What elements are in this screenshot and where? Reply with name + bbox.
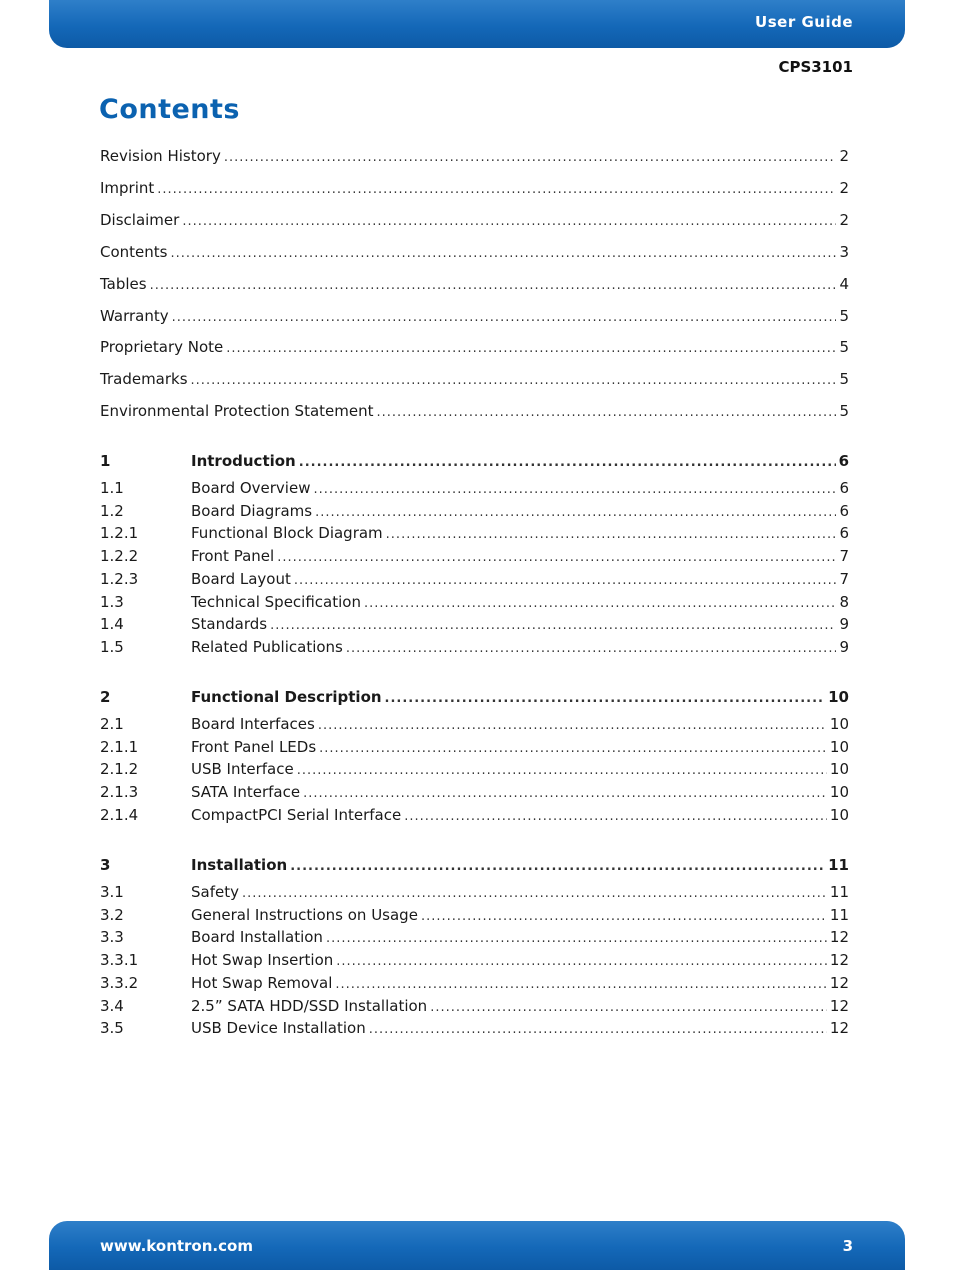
toc-entry-number: 1.1 <box>100 479 124 497</box>
toc-entry-title: Introduction <box>191 452 296 470</box>
toc-dot-leader <box>270 618 836 633</box>
toc-dot-leader <box>303 786 827 801</box>
toc-section-entry[interactable] <box>100 806 849 826</box>
toc-entry-page: 12 <box>829 997 849 1015</box>
toc-dot-leader <box>299 455 836 470</box>
toc-entry-title: 2.5” SATA HDD/SSD Installation <box>191 997 428 1015</box>
toc-entry-number: 1.2.1 <box>100 524 139 542</box>
toc-section-entry[interactable] <box>100 783 849 803</box>
toc-dot-leader <box>191 373 837 388</box>
toc-entry-page: 2 <box>839 179 849 197</box>
toc-dot-leader <box>364 596 837 611</box>
toc-entry-number: 1.5 <box>100 638 124 656</box>
toc-entry-page: 5 <box>839 402 849 420</box>
toc-entry-number: 2.1.1 <box>100 738 139 756</box>
toc-entry-number: 1 <box>100 452 111 470</box>
toc-entry-number: 1.2.2 <box>100 547 139 565</box>
toc-entry-page: 12 <box>829 1019 849 1037</box>
toc-entry-page: 10 <box>829 760 849 778</box>
toc-section-entry[interactable] <box>100 974 849 994</box>
toc-front-matter-entry[interactable] <box>100 211 849 231</box>
toc-entry-number: 2.1.2 <box>100 760 139 778</box>
toc-dot-leader <box>277 550 836 565</box>
toc-section-entry[interactable] <box>100 997 849 1017</box>
toc-entry-page: 5 <box>839 338 849 356</box>
toc-entry-number: 3.4 <box>100 997 124 1015</box>
toc-dot-leader <box>294 573 837 588</box>
toc-entry-number: 1.2 <box>100 502 124 520</box>
toc-entry-title: Functional Description <box>191 688 382 706</box>
toc-entry-title: Related Publications <box>191 638 343 656</box>
toc-dot-leader <box>318 718 827 733</box>
toc-dot-leader <box>326 931 827 946</box>
toc-entry-page: 9 <box>839 638 849 656</box>
toc-section-entry[interactable] <box>100 928 849 948</box>
toc-section-entry[interactable] <box>100 502 849 522</box>
toc-entry-title: CompactPCI Serial Interface <box>191 806 402 824</box>
toc-entry-page: 10 <box>829 715 849 733</box>
toc-entry-number: 3.5 <box>100 1019 124 1037</box>
toc-entry-number: 2.1 <box>100 715 124 733</box>
toc-entry-title: Board Layout <box>191 570 291 588</box>
toc-dot-leader <box>170 246 836 261</box>
toc-entry-page: 11 <box>829 906 849 924</box>
toc-entry-title: Imprint <box>100 179 155 197</box>
toc-entry-number: 2.1.3 <box>100 783 139 801</box>
toc-dot-leader <box>313 482 836 497</box>
header-bar <box>49 0 905 48</box>
toc-entry-title: Environmental Protection Statement <box>100 402 374 420</box>
toc-entry-number: 2.1.4 <box>100 806 139 824</box>
toc-section-entry[interactable] <box>100 883 849 903</box>
toc-entry-title: Front Panel <box>191 547 275 565</box>
toc-entry-title: Standards <box>191 615 268 633</box>
toc-entry-number: 1.3 <box>100 593 124 611</box>
toc-entry-title: Tables <box>100 275 147 293</box>
toc-entry-page: 10 <box>828 688 849 706</box>
toc-entry-number: 1.4 <box>100 615 124 633</box>
toc-entry-number: 3 <box>100 856 111 874</box>
toc-entry-title: Front Panel LEDs <box>191 738 317 756</box>
toc-dot-leader <box>346 641 837 656</box>
toc-entry-page: 10 <box>829 783 849 801</box>
toc-entry-title: Installation <box>191 856 288 874</box>
toc-front-matter-entry[interactable] <box>100 275 849 295</box>
toc-dot-leader <box>297 763 827 778</box>
toc-dot-leader <box>377 405 837 420</box>
toc-entry-title: Board Installation <box>191 928 323 946</box>
toc-entry-number: 2 <box>100 688 111 706</box>
toc-front-matter-entry[interactable] <box>100 338 849 358</box>
toc-entry-title: USB Device Installation <box>191 1019 366 1037</box>
toc-dot-leader <box>150 278 837 293</box>
toc-dot-leader <box>386 527 837 542</box>
toc-section-entry[interactable] <box>100 479 849 499</box>
toc-entry-number: 3.1 <box>100 883 124 901</box>
toc-entry-page: 5 <box>839 307 849 325</box>
toc-front-matter-entry[interactable] <box>100 370 849 390</box>
toc-section-entry[interactable] <box>100 906 849 926</box>
toc-entry-page: 11 <box>828 856 849 874</box>
toc-front-matter-entry[interactable] <box>100 147 849 167</box>
product-code: CPS3101 <box>778 58 853 76</box>
toc-section-entry[interactable] <box>100 1019 849 1039</box>
toc-entry-page: 12 <box>829 951 849 969</box>
toc-front-matter-entry[interactable] <box>100 402 849 422</box>
toc-entry-title: Disclaimer <box>100 211 180 229</box>
toc-front-matter-entry[interactable] <box>100 179 849 199</box>
toc-section-entry[interactable] <box>100 615 849 635</box>
toc-dot-leader <box>430 1000 827 1015</box>
toc-entry-title: Board Interfaces <box>191 715 315 733</box>
toc-dot-leader <box>182 214 836 229</box>
toc-entry-title: Contents <box>100 243 168 261</box>
toc-entry-page: 6 <box>839 479 849 497</box>
toc-dot-leader <box>172 310 837 325</box>
toc-dot-leader <box>319 741 827 756</box>
toc-entry-title: Proprietary Note <box>100 338 224 356</box>
toc-dot-leader <box>290 859 825 874</box>
toc-entry-title: Trademarks <box>100 370 188 388</box>
toc-entry-page: 4 <box>839 275 849 293</box>
toc-entry-title: Hot Swap Insertion <box>191 951 334 969</box>
toc-entry-page: 2 <box>839 211 849 229</box>
toc-dot-leader <box>336 954 827 969</box>
toc-section-entry[interactable] <box>100 738 849 758</box>
toc-entry-page: 3 <box>839 243 849 261</box>
toc-section-entry[interactable] <box>100 951 849 971</box>
toc-section-entry[interactable] <box>100 715 849 735</box>
toc-entry-title: Revision History <box>100 147 221 165</box>
toc-entry-number: 3.2 <box>100 906 124 924</box>
toc-entry-title: Technical Specification <box>191 593 361 611</box>
document-type-label: User Guide <box>755 13 853 31</box>
toc-section-entry[interactable] <box>100 570 849 590</box>
toc-dot-leader <box>335 977 827 992</box>
toc-front-matter-entry[interactable] <box>100 243 849 263</box>
toc-dot-leader <box>315 505 836 520</box>
toc-entry-number: 3.3.2 <box>100 974 139 992</box>
toc-dot-leader <box>404 809 827 824</box>
toc-chapter-entry[interactable] <box>100 856 849 876</box>
toc-entry-page: 6 <box>838 452 849 470</box>
toc-section-entry[interactable] <box>100 524 849 544</box>
toc-section-entry[interactable] <box>100 638 849 658</box>
footer-bar <box>49 1221 905 1270</box>
toc-entry-page: 6 <box>839 524 849 542</box>
toc-entry-title: USB Interface <box>191 760 294 778</box>
toc-dot-leader <box>242 886 827 901</box>
toc-section-entry[interactable] <box>100 760 849 780</box>
toc-entry-title: Functional Block Diagram <box>191 524 383 542</box>
toc-front-matter-entry[interactable] <box>100 307 849 327</box>
toc-dot-leader <box>224 150 837 165</box>
toc-entry-title: Hot Swap Removal <box>191 974 333 992</box>
toc-entry-page: 5 <box>839 370 849 388</box>
toc-entry-title: General Instructions on Usage <box>191 906 418 924</box>
toc-section-entry[interactable] <box>100 593 849 613</box>
toc-entry-page: 12 <box>829 974 849 992</box>
toc-entry-page: 2 <box>839 147 849 165</box>
toc-entry-page: 12 <box>829 928 849 946</box>
toc-entry-page: 7 <box>839 570 849 588</box>
toc-entry-title: SATA Interface <box>191 783 301 801</box>
toc-dot-leader <box>226 341 836 356</box>
footer-page-number: 3 <box>842 1237 853 1255</box>
toc-entry-number: 3.3 <box>100 928 124 946</box>
toc-entry-title: Safety <box>191 883 239 901</box>
toc-entry-title: Warranty <box>100 307 169 325</box>
toc-entry-page: 7 <box>839 547 849 565</box>
toc-entry-page: 10 <box>829 738 849 756</box>
toc-entry-title: Board Overview <box>191 479 311 497</box>
toc-dot-leader <box>157 182 836 197</box>
toc-dot-leader <box>421 909 827 924</box>
toc-entry-number: 3.3.1 <box>100 951 139 969</box>
toc-dot-leader <box>369 1022 827 1037</box>
toc-entry-page: 10 <box>829 806 849 824</box>
toc-entry-title: Board Diagrams <box>191 502 313 520</box>
toc-section-entry[interactable] <box>100 547 849 567</box>
toc-chapter-entry[interactable] <box>100 688 849 708</box>
toc-entry-page: 11 <box>829 883 849 901</box>
toc-chapter-entry[interactable] <box>100 452 849 472</box>
toc-entry-number: 1.2.3 <box>100 570 139 588</box>
toc-entry-page: 8 <box>839 593 849 611</box>
toc-entry-page: 6 <box>839 502 849 520</box>
toc-entry-page: 9 <box>839 615 849 633</box>
toc-dot-leader <box>385 691 826 706</box>
footer-url[interactable]: www.kontron.com <box>100 1237 253 1255</box>
page-title: Contents <box>99 94 241 125</box>
